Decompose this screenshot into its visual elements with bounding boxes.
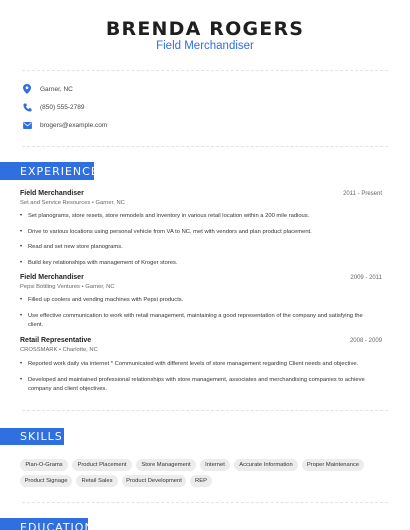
map-pin-icon bbox=[22, 84, 32, 94]
phone-text: (850) 555-2789 bbox=[40, 103, 85, 111]
envelope-icon bbox=[22, 120, 32, 130]
job-bullet: • Build key relationships with management of Kroger stores. bbox=[20, 259, 368, 268]
job-bullet: • Filled up coolers and vending machines with Pepsi products. bbox=[20, 296, 368, 305]
phone-icon bbox=[22, 102, 32, 112]
skill-chip: Proper Maintenance bbox=[302, 459, 364, 471]
divider bbox=[22, 146, 388, 147]
job-bullet: • Drive to various locations using personal vehicle from VA to NC, met with vendors and plan product placement. bbox=[20, 228, 368, 237]
section-heading-skills: SKILLS bbox=[0, 428, 64, 445]
job-company: Set and Service Resources bbox=[20, 200, 91, 206]
skill-chip: Product Signage bbox=[20, 475, 72, 487]
job-company: CROSSMARK bbox=[20, 347, 58, 353]
job-title: Field Merchandiser bbox=[20, 274, 84, 281]
skill-chip: Plan-O-Grams bbox=[20, 459, 68, 471]
job-dates: 2009 - 2011 bbox=[350, 275, 382, 281]
job-title: Retail Representative bbox=[20, 337, 92, 344]
job-location: Charlotte, NC bbox=[62, 347, 98, 353]
job-bullet: • Reported work daily via internet * Communicated with different levels of store management regarding Client needs and objective. bbox=[20, 360, 368, 369]
contact-phone bbox=[22, 101, 84, 113]
section-heading-experience: EXPERIENCE bbox=[0, 162, 94, 180]
resume-title: Field Merchandiser bbox=[156, 40, 254, 52]
divider bbox=[22, 410, 388, 411]
job-bullet: • Read and set new store planograms. bbox=[20, 243, 368, 252]
contact-location bbox=[22, 83, 73, 95]
job-title: Field Merchandiser bbox=[20, 190, 84, 197]
section-heading-education: EDUCATION bbox=[0, 518, 88, 530]
divider bbox=[22, 502, 388, 503]
job-company: Pepsi Bottling Ventures bbox=[20, 284, 80, 290]
job-bullet: • Use effective communication to work with retail management, maintaining a good representation of the company and satisfying the client. bbox=[20, 312, 368, 329]
skill-chip: REP bbox=[190, 475, 212, 487]
job-location: Garner, NC bbox=[85, 284, 115, 290]
resume-name: BRENDA ROGERS bbox=[105, 18, 305, 40]
skill-chip: Product Development bbox=[122, 475, 186, 487]
skill-chip: Retail Sales bbox=[76, 475, 118, 487]
skill-chip: Product Placement bbox=[72, 459, 132, 471]
skill-chip: Accurate Information bbox=[234, 459, 298, 471]
job-dates: 2011 - Present bbox=[343, 191, 382, 197]
job-bullet: • Developed and maintained professional relationships with store management, associates and merchandising companies to achieve company and client objectives. bbox=[20, 376, 368, 393]
job-location: Garner, NC bbox=[95, 200, 125, 206]
job-bullet: • Set planograms, store resets, store remodels and inventory in various retail location within a 200 mile radious. bbox=[20, 212, 368, 221]
job-org: Set and Service Resources • Garner, NC bbox=[20, 200, 125, 206]
email-text[interactable]: brogers@example.com bbox=[40, 121, 108, 129]
location-text: Garner, NC bbox=[40, 85, 73, 93]
skill-chip: Internet bbox=[200, 459, 230, 471]
contact-email[interactable] bbox=[22, 119, 107, 131]
job-org: Pepsi Bottling Ventures • Garner, NC bbox=[20, 284, 115, 290]
skill-chip: Store Management bbox=[136, 459, 196, 471]
job-org: CROSSMARK • Charlotte, NC bbox=[20, 347, 98, 353]
job-dates: 2008 - 2009 bbox=[349, 338, 382, 344]
divider bbox=[22, 70, 388, 71]
